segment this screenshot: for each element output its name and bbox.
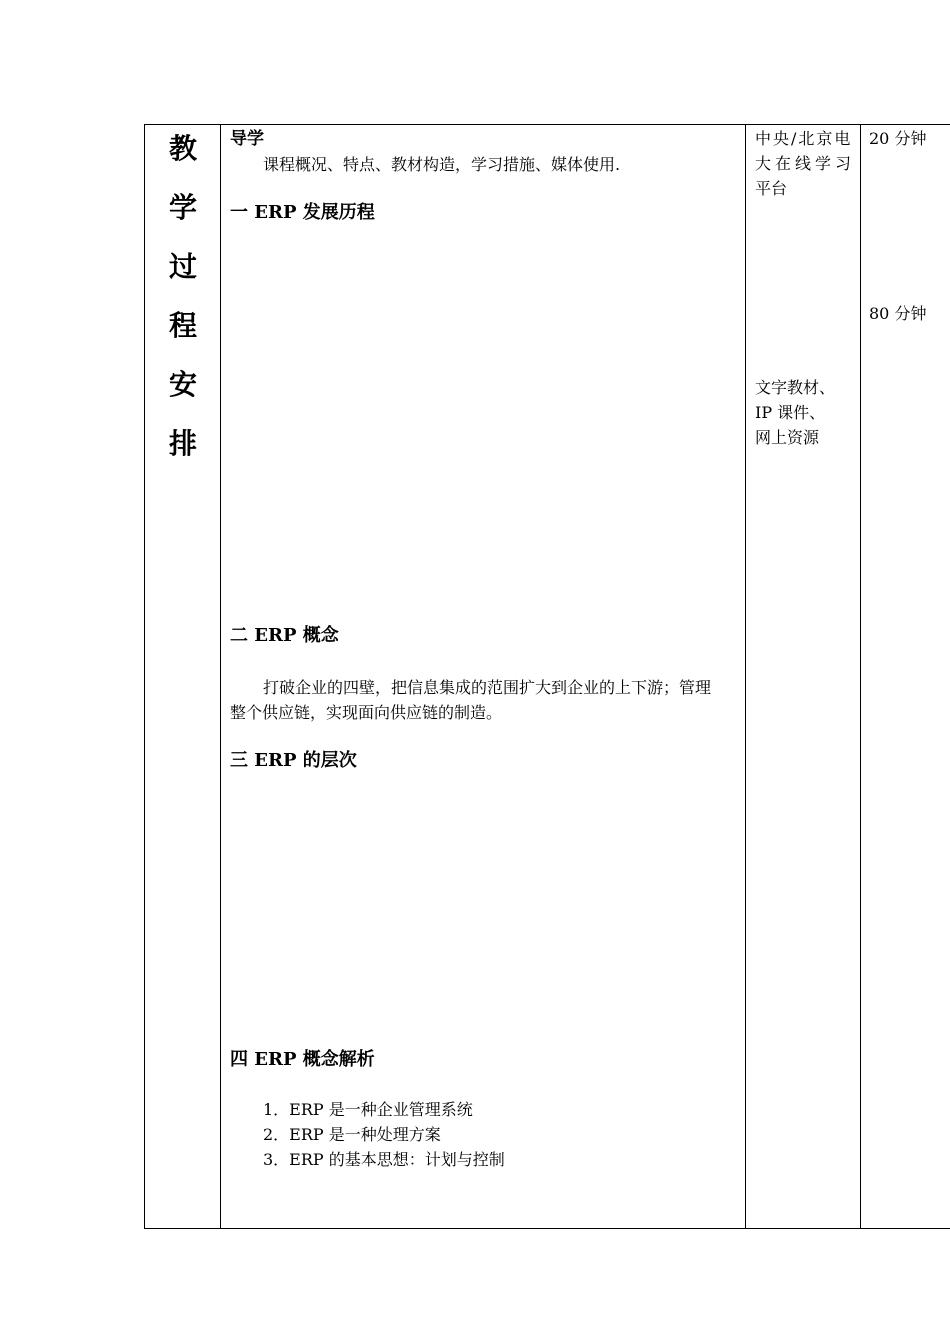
content-column	[221, 125, 746, 1228]
section-heading-4: 四 ERP 概念解析	[230, 1049, 375, 1070]
list-item: 3．ERP 的基本思想：计划与控制	[263, 1150, 505, 1169]
resource-item: 网上资源	[755, 428, 820, 447]
duration-intro: 20 分钟	[869, 129, 927, 148]
media-column	[746, 125, 861, 1228]
platform-text-line2: 大在线学习	[755, 154, 856, 173]
label-char: 教	[168, 132, 197, 165]
time-column	[861, 125, 950, 1228]
section-heading-3: 三 ERP 的层次	[230, 750, 357, 771]
section-heading-1: 一 ERP 发展历程	[230, 202, 375, 223]
list-item: 1．ERP 是一种企业管理系统	[263, 1100, 473, 1119]
platform-text-line1: 中央/北京电	[755, 129, 853, 148]
section-2-paragraph-line1: 打破企业的四壁，把信息集成的范围扩大到企业的上下游；管理	[263, 678, 712, 697]
label-char: 过	[168, 250, 197, 283]
section-label-column	[145, 125, 221, 1228]
intro-title: 导学	[230, 129, 264, 149]
label-char: 排	[168, 427, 197, 460]
resource-item: 文字教材、	[755, 378, 836, 397]
section-heading-2: 二 ERP 概念	[230, 625, 339, 646]
label-char: 学	[168, 191, 197, 224]
resource-item: IP 课件、	[755, 403, 826, 422]
intro-text: 课程概况、特点、教材构造，学习措施、媒体使用.	[263, 155, 621, 174]
platform-text-line3: 平台	[755, 179, 788, 198]
label-char: 安	[168, 368, 197, 401]
lesson-plan-table	[144, 124, 950, 1229]
section-2-paragraph-line2: 整个供应链，实现面向供应链的制造。	[230, 703, 503, 722]
label-char: 程	[168, 309, 197, 342]
list-item: 2．ERP 是一种处理方案	[263, 1125, 441, 1144]
duration-main: 80 分钟	[869, 304, 927, 323]
